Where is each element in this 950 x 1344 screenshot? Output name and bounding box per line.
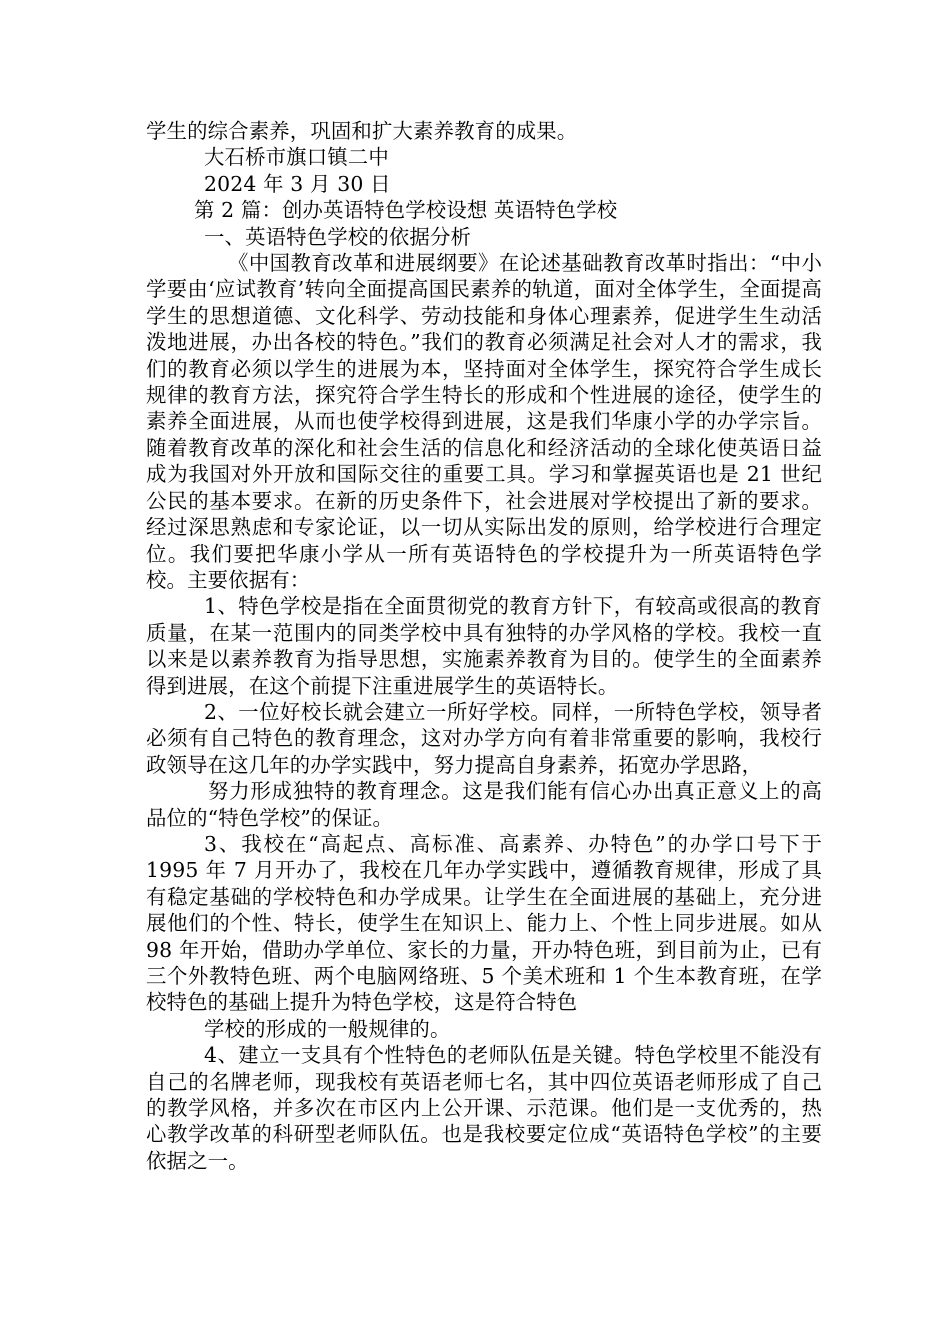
paragraph-point-2: 2、一位好校长就会建立一所好学校。同样，一所特色学校，领导者必须有自己特色的教育理念，这对办学方向有着非常重要的影响，我校行政领导在这几年的办学实践中，努力提高自身素养，拓宽办学思路，: [146, 699, 822, 777]
article-title: 第 2 篇：创办英语特色学校设想 英语特色学校: [194, 198, 618, 223]
document-page: [146, 118, 822, 1174]
paragraph-point-3: 3、我校在“高起点、高标准、高素养、办特色”的办学口号下于 1995 年 7 月开办了，我校在几年办学实践中，遵循教育规律，形成了具有稳定基础的学校特色和办学成果。让学生在全面进展的基础上，充分进展他们的个性、特长，使学生在知识上、能力上、个性上同步进展。如从 98 年开始，借助办学单位、家长的力量，开办特色班，到目前为止，已有三个外教特色班、两个电脑网络班、5 个美术班和 1 个生本教育班，在学校特色的基础上提升为特色学校，这是符合特色: [146, 831, 822, 1015]
paragraph-point-4: 4、建立一支具有个性特色的老师队伍是关键。特色学校里不能没有自己的名牌老师，现我校有英语老师七名，其中四位英语老师形成了自己的教学风格，并多次在市区内上公开课、示范课。他们是一支优秀的，热心教学改革的科研型老师队伍。也是我校要定位成“英语特色学校”的主要依据之一。: [146, 1043, 822, 1173]
school-signature: 大石桥市旗口镇二中: [204, 145, 389, 170]
document-date: 2024 年 3 月 30 日: [204, 171, 391, 196]
paragraph-point-3-continued: 学校的形成的一般规律的。: [204, 1016, 451, 1041]
paragraph-conclusion-tail: 学生的综合素养，巩固和扩大素养教育的成果。: [146, 119, 578, 143]
paragraph-point-2-continued: 努力形成独特的教育理念。这是我们能有信心办出真正意义上的高品位的“特色学校”的保证。: [146, 779, 822, 830]
paragraph-intro: 《中国教育改革和进展纲要》在论述基础教育改革时指出：“中小学要由‘应试教育’转向全面提高国民素养的轨道，面对全体学生，全面提高学生的思想道德、文化科学、劳动技能和身体心理素养，促进学生生动活泼地进展，办出各校的特色。”我们的教育必须满足社会对人才的需求，我们的教育必须以学生的进展为本，坚持面对全体学生，探究符合学生成长规律的教育方法，探究符合学生特长的形成和个性进展的途径，使学生的素养全面进展，从而也使学校得到进展，这是我们华康小学的办学宗旨。随着教育改革的深化和社会生活的信息化和经济活动的全球化使英语日益成为我国对外开放和国际交往的重要工具。学习和掌握英语也是 21 世纪公民的基本要求。在新的历史条件下，社会进展对学校提出了新的要求。经过深思熟虑和专家论证，以一切从实际出发的原则，给学校进行合理定位。我们要把华康小学从一所有英语特色的学校提升为一所英语特色学校。主要依据有：: [146, 251, 822, 592]
paragraph-point-1: 1、特色学校是指在全面贯彻党的教育方针下，有较高或很高的教育质量，在某一范围内的同类学校中具有独特的办学风格的学校。我校一直以来是以素养教育为指导思想，实施素养教育为目的。使学生的全面素养得到进展，在这个前提下注重进展学生的英语特长。: [146, 594, 822, 698]
section-heading: 一、英语特色学校的依据分析: [204, 224, 472, 249]
